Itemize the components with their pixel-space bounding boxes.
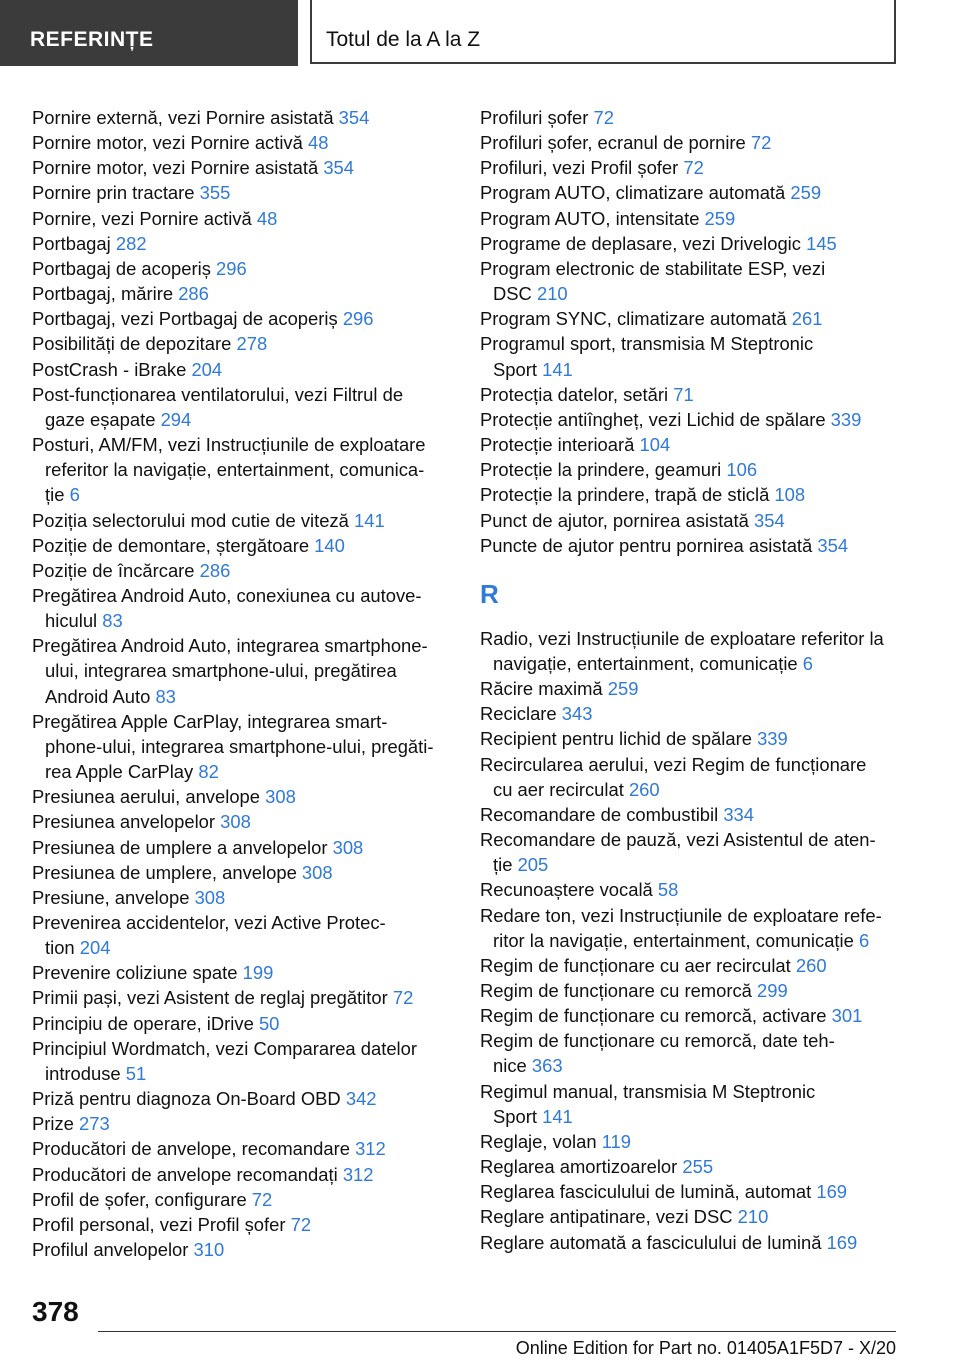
index-entry <box>32 382 450 432</box>
page-reference-link[interactable]: 299 <box>757 980 788 1001</box>
entry-text: Portbagaj, mărire <box>32 283 174 305</box>
page-reference-link[interactable]: 261 <box>791 308 823 330</box>
entry-text: introduse <box>45 1062 121 1084</box>
entry-text: Regim de funcționare cu remorcă <box>480 980 752 1001</box>
entry-text: Presiunea anvelopelor <box>32 811 216 833</box>
page-reference-link[interactable]: 119 <box>601 1130 632 1152</box>
entry-text: Regimul manual, transmisia M Steptronic <box>480 1080 816 1102</box>
index-entry <box>32 306 450 331</box>
entry-text: tion <box>45 937 75 959</box>
index-entry <box>32 1136 450 1161</box>
index-group-r <box>480 626 930 1255</box>
entry-text: Poziție de demontare, ștergătoare <box>32 534 310 556</box>
page-reference-link[interactable]: 301 <box>831 1005 863 1027</box>
index-entry <box>32 130 450 155</box>
entry-text: Pregătirea Android Auto, conexiunea cu autove‐ <box>32 584 422 606</box>
index-entry <box>32 105 450 130</box>
page-reference-link[interactable]: 308 <box>301 861 333 883</box>
page-reference-link[interactable]: 72 <box>750 132 772 154</box>
entry-text: Regim de funcționare cu remorcă, activare <box>480 1005 827 1027</box>
index-entry <box>32 1086 450 1111</box>
page-reference-link[interactable]: 83 <box>102 610 123 632</box>
section-tab: REFERINȚE <box>0 0 298 66</box>
index-entry <box>480 802 930 827</box>
entry-text: Posibilități de depozitare <box>32 333 232 355</box>
page-reference-link[interactable]: 169 <box>816 1181 848 1203</box>
index-entry <box>480 1028 930 1078</box>
page-reference-link[interactable]: 106 <box>726 459 758 481</box>
index-entry <box>32 1011 450 1036</box>
entry-text: Presiunea aerului, anvelope <box>32 786 260 808</box>
entry-text: ritor la navigație, entertainment, comunicație <box>493 929 854 951</box>
entry-text: Programe de deplasare, vezi Drivelogic <box>480 232 801 254</box>
index-entry <box>480 701 930 726</box>
index-entry <box>480 1003 930 1028</box>
index-entry <box>480 130 930 155</box>
entry-text: Pornire, vezi Pornire activă <box>32 207 252 229</box>
entry-text: Protecție interioară <box>480 434 635 456</box>
page-reference-link[interactable]: 72 <box>290 1213 312 1235</box>
index-entry <box>32 809 450 834</box>
footer-edition: Online Edition for Part no. 01405A1F5D7 - X/20 <box>515 1338 896 1358</box>
entry-text: Portbagaj de acoperiș <box>32 257 211 279</box>
index-entry <box>480 1230 930 1255</box>
index-entry <box>480 432 930 457</box>
entry-text: Portbagaj <box>32 232 111 254</box>
entry-text: Reglarea fasciculului de lumină, automat <box>480 1181 812 1203</box>
page-reference-link[interactable]: 312 <box>342 1163 374 1185</box>
entry-text: Pornire prin tractare <box>32 182 195 204</box>
index-entry <box>32 860 450 885</box>
index-column-right <box>480 105 930 1255</box>
page-reference-link[interactable]: 259 <box>607 678 639 700</box>
entry-text: Recircularea aerului, vezi Regim de funcționare <box>480 753 867 775</box>
index-entry <box>32 331 450 356</box>
index-entry <box>32 1036 450 1086</box>
index-entry <box>32 357 450 382</box>
entry-text: Post-funcționarea ventilatorului, vezi Filtrul de <box>32 383 404 405</box>
page-reference-link[interactable]: 72 <box>683 157 704 179</box>
page-reference-link[interactable]: 260 <box>628 778 660 800</box>
page-reference-link[interactable]: 259 <box>704 207 736 229</box>
page-reference-link[interactable]: 354 <box>323 157 355 179</box>
entry-text: Presiunea de umplere a anvelopelor <box>32 836 328 858</box>
index-entry <box>480 155 930 180</box>
index-entry <box>480 626 930 676</box>
entry-text: Pregătirea Android Auto, integrarea smartphone- <box>32 635 428 657</box>
index-entry <box>32 910 450 960</box>
page-reference-link[interactable]: 342 <box>345 1088 377 1110</box>
page-reference-link[interactable]: 48 <box>307 132 329 154</box>
entry-text: referitor la navigație, entertainment, comunica‐ <box>45 459 425 481</box>
entry-text: Producători de anvelope recomandați <box>32 1163 338 1185</box>
page-reference-link[interactable]: 141 <box>542 358 573 380</box>
entry-text: Program AUTO, climatizare automată <box>480 182 786 204</box>
page-reference-link[interactable]: 354 <box>754 509 785 531</box>
index-entry <box>32 1162 450 1187</box>
index-entry <box>32 180 450 205</box>
entry-text: Regim de funcționare cu aer recirculat <box>480 954 791 976</box>
entry-text: navigație, entertainment, comunicație <box>493 652 798 674</box>
index-entry <box>32 1111 450 1136</box>
page-reference-link[interactable]: 294 <box>160 408 192 430</box>
page-reference-link[interactable]: 308 <box>332 836 364 858</box>
page-reference-link[interactable]: 6 <box>69 484 80 506</box>
page-reference-link[interactable]: 204 <box>79 937 111 959</box>
index-entry <box>480 482 930 507</box>
index-entry <box>480 1154 930 1179</box>
page-number: 378 <box>32 1296 79 1327</box>
page-reference-link[interactable]: 51 <box>125 1062 147 1084</box>
entry-text: Posturi, AM/FM, vezi Instrucțiunile de exploatare <box>32 434 426 456</box>
page-reference-link[interactable]: 72 <box>593 107 614 128</box>
entry-text: Priză pentru diagnoza On-Board OBD <box>32 1088 341 1110</box>
page-reference-link[interactable]: 141 <box>542 1105 573 1127</box>
page-header <box>0 0 960 66</box>
index-entry <box>32 784 450 809</box>
entry-text: Profil de șofer, configurare <box>32 1188 247 1210</box>
entry-text: Profiluri șofer <box>480 107 589 128</box>
entry-text: Principiul Wordmatch, vezi Compararea datelor <box>32 1037 417 1059</box>
entry-text: nice <box>493 1055 527 1077</box>
entry-text: Poziția selectorului mod cutie de viteză <box>32 509 349 531</box>
entry-text: rea Apple CarPlay <box>45 761 194 783</box>
entry-text: gaze eșapate <box>45 408 156 430</box>
entry-text: Recomandare de pauză, vezi Asistentul de aten‐ <box>480 829 876 851</box>
entry-text: Reciclare <box>480 703 557 725</box>
page-reference-link[interactable]: 58 <box>657 879 679 901</box>
page-reference-link[interactable]: 312 <box>355 1138 386 1160</box>
entry-text: Recipient pentru lichid de spălare <box>480 728 752 750</box>
page-reference-link[interactable]: 273 <box>79 1113 110 1135</box>
page-reference-link[interactable]: 145 <box>806 232 837 254</box>
page-reference-link[interactable]: 354 <box>817 534 849 556</box>
page-reference-link[interactable]: 205 <box>517 854 549 876</box>
entry-text: Regim de funcționare cu remorcă, date teh‐ <box>480 1030 835 1052</box>
entry-text: Reglare antipatinare, vezi DSC <box>480 1206 733 1228</box>
index-entry <box>480 382 930 407</box>
index-entry <box>480 676 930 701</box>
page-reference-link[interactable]: 204 <box>191 358 223 380</box>
page-reference-link[interactable]: 48 <box>256 207 278 229</box>
entry-text: ție <box>45 484 65 506</box>
chapter-title: Totul de la A la Z <box>310 0 896 64</box>
index-entry <box>480 306 930 331</box>
index-entry <box>32 1237 450 1262</box>
page-reference-link[interactable]: 308 <box>265 786 296 808</box>
page-reference-link[interactable]: 169 <box>826 1231 858 1253</box>
entry-text: Profil personal, vezi Profil șofer <box>32 1213 286 1235</box>
entry-text: Profiluri, vezi Profil șofer <box>480 157 679 179</box>
page-reference-link[interactable]: 282 <box>115 232 147 254</box>
page-reference-link[interactable]: 354 <box>338 107 370 128</box>
page-reference-link[interactable]: 308 <box>220 811 251 833</box>
entry-text: phone-ului, integrarea smartphone-ului, pregăti‐ <box>45 735 434 757</box>
page-reference-link[interactable]: 308 <box>194 886 226 908</box>
index-entry <box>32 885 450 910</box>
entry-text: Program AUTO, intensitate <box>480 207 700 229</box>
index-entry <box>480 331 930 381</box>
entry-text: Prevenirea accidentelor, vezi Active Protec‐ <box>32 912 386 933</box>
entry-text: Profiluri șofer, ecranul de pornire <box>480 132 746 154</box>
index-entry <box>32 231 450 256</box>
page-reference-link[interactable]: 210 <box>737 1206 769 1228</box>
page-reference-link[interactable]: 83 <box>155 685 176 707</box>
entry-text: Prevenire coliziune spate <box>32 962 238 984</box>
index-group-p <box>480 105 930 558</box>
index-entry <box>480 953 930 978</box>
entry-text: Puncte de ajutor pentru pornirea asistată <box>480 534 813 556</box>
entry-text: Recunoaștere vocală <box>480 879 653 901</box>
page-reference-link[interactable]: 72 <box>392 987 414 1009</box>
index-entry <box>480 1179 930 1204</box>
entry-text: Producători de anvelope, recomandare <box>32 1138 350 1160</box>
index-entry <box>32 1212 450 1237</box>
index-entry <box>32 709 450 784</box>
entry-text: Program SYNC, climatizare automată <box>480 308 787 330</box>
entry-text: Recomandare de combustibil <box>480 803 719 825</box>
index-entry <box>480 180 930 205</box>
entry-text: Programul sport, transmisia M Steptronic <box>480 333 814 355</box>
entry-text: Android Auto <box>45 685 151 707</box>
section-letter: R <box>480 578 499 609</box>
index-entry <box>32 558 450 583</box>
index-entry <box>32 1187 450 1212</box>
page-reference-link[interactable]: 355 <box>199 182 231 204</box>
page-reference-link[interactable]: 199 <box>242 962 274 984</box>
entry-text: Redare ton, vezi Instrucțiunile de exploatare refe‐ <box>480 904 882 926</box>
entry-text: Reglarea amortizoarelor <box>480 1156 678 1178</box>
page-reference-link[interactable]: 260 <box>795 954 827 976</box>
entry-text: Poziție de încărcare <box>32 559 195 581</box>
entry-text: hiculul <box>45 610 98 632</box>
entry-text: PostCrash - iBrake <box>32 358 187 380</box>
entry-text: Răcire maximă <box>480 678 603 700</box>
entry-text: Protecție la prindere, geamuri <box>480 459 722 481</box>
entry-text: Presiune, anvelope <box>32 886 190 908</box>
index-entry <box>480 533 930 558</box>
index-entry <box>480 978 930 1003</box>
page-reference-link[interactable]: 296 <box>342 308 374 330</box>
page-reference-link[interactable]: 334 <box>723 803 754 825</box>
entry-text: Protecție antiîngheț, vezi Lichid de spălare <box>480 408 826 430</box>
index-entry <box>480 752 930 802</box>
page-reference-link[interactable]: 286 <box>199 559 231 581</box>
entry-text: Presiunea de umplere, anvelope <box>32 861 297 883</box>
entry-text: Reglaje, volan <box>480 1130 597 1152</box>
entry-text: DSC <box>493 283 532 305</box>
entry-text: Sport <box>493 1105 537 1127</box>
index-entry <box>32 206 450 231</box>
index-entry <box>480 231 930 256</box>
index-entry <box>480 1129 930 1154</box>
entry-text: Radio, vezi Instrucțiunile de exploatare referitor la <box>480 627 884 649</box>
page-reference-link[interactable]: 104 <box>639 434 671 456</box>
page-reference-link[interactable]: 50 <box>258 1012 280 1034</box>
entry-text: cu aer recirculat <box>493 778 624 800</box>
page-reference-link[interactable]: 140 <box>314 534 345 556</box>
page-reference-link[interactable]: 141 <box>354 509 385 531</box>
entry-text: Primii pași, vezi Asistent de reglaj pregătitor <box>32 987 388 1009</box>
index-entry <box>480 457 930 482</box>
page-reference-link[interactable]: 71 <box>673 383 694 405</box>
index-entry <box>480 508 930 533</box>
page-reference-link[interactable]: 210 <box>536 283 568 305</box>
index-entry <box>480 726 930 751</box>
index-entry <box>480 407 930 432</box>
page-reference-link[interactable]: 72 <box>251 1188 273 1210</box>
entry-text: Punct de ajutor, pornirea asistată <box>480 509 749 531</box>
page-reference-link[interactable]: 339 <box>757 728 788 750</box>
entry-text: Pornire externă, vezi Pornire asistată <box>32 107 334 128</box>
index-column-left <box>32 105 450 1262</box>
page-reference-link[interactable]: 259 <box>790 182 822 204</box>
entry-text: ului, integrarea smartphone-ului, pregătirea <box>45 660 397 682</box>
footer-divider <box>98 1331 896 1332</box>
index-entry <box>480 877 930 902</box>
page-reference-link[interactable]: 363 <box>531 1055 563 1077</box>
entry-text: Reglare automată a fasciculului de lumină <box>480 1231 822 1253</box>
index-entry <box>32 256 450 281</box>
entry-text: Profilul anvelopelor <box>32 1239 189 1261</box>
page-reference-link[interactable]: 6 <box>858 929 870 951</box>
index-entry <box>32 583 450 633</box>
page-reference-link[interactable]: 339 <box>830 408 862 430</box>
page-reference-link[interactable]: 108 <box>774 484 806 506</box>
page-reference-link[interactable]: 6 <box>802 652 813 674</box>
page-reference-link[interactable]: 343 <box>561 703 593 725</box>
index-entry <box>480 827 930 877</box>
index-entry <box>32 432 450 507</box>
entry-text: Portbagaj, vezi Portbagaj de acoperiș <box>32 308 338 330</box>
entry-text: Prize <box>32 1113 74 1135</box>
page-reference-link[interactable]: 255 <box>682 1156 714 1178</box>
entry-text: Pregătirea Apple CarPlay, integrarea smart‐ <box>32 710 388 732</box>
entry-text: Pornire motor, vezi Pornire asistată <box>32 157 319 179</box>
index-entry <box>32 281 450 306</box>
entry-text: Protecția datelor, setări <box>480 383 669 405</box>
entry-text: Principiu de operare, iDrive <box>32 1012 254 1034</box>
index-entry <box>32 960 450 985</box>
page-reference-link[interactable]: 286 <box>178 283 209 305</box>
entry-text: Sport <box>493 358 537 380</box>
index-entry <box>32 985 450 1010</box>
entry-text: Protecție la prindere, trapă de sticlă <box>480 484 770 506</box>
page-reference-link[interactable]: 296 <box>216 257 247 279</box>
index-entry <box>480 903 930 953</box>
index-entry <box>32 155 450 180</box>
index-entry <box>480 105 930 130</box>
index-entry <box>32 633 450 708</box>
index-entry <box>480 256 930 306</box>
index-entry <box>32 508 450 533</box>
page-reference-link[interactable]: 82 <box>198 761 219 783</box>
entry-text: ție <box>493 854 513 876</box>
index-entry <box>32 533 450 558</box>
index-entry <box>32 835 450 860</box>
index-entry <box>480 206 930 231</box>
index-entry <box>480 1079 930 1129</box>
page-reference-link[interactable]: 278 <box>236 333 268 355</box>
entry-text: Pornire motor, vezi Pornire activă <box>32 132 303 154</box>
page-reference-link[interactable]: 310 <box>193 1239 225 1261</box>
index-entry <box>480 1204 930 1229</box>
entry-text: Program electronic de stabilitate ESP, vezi <box>480 257 826 279</box>
